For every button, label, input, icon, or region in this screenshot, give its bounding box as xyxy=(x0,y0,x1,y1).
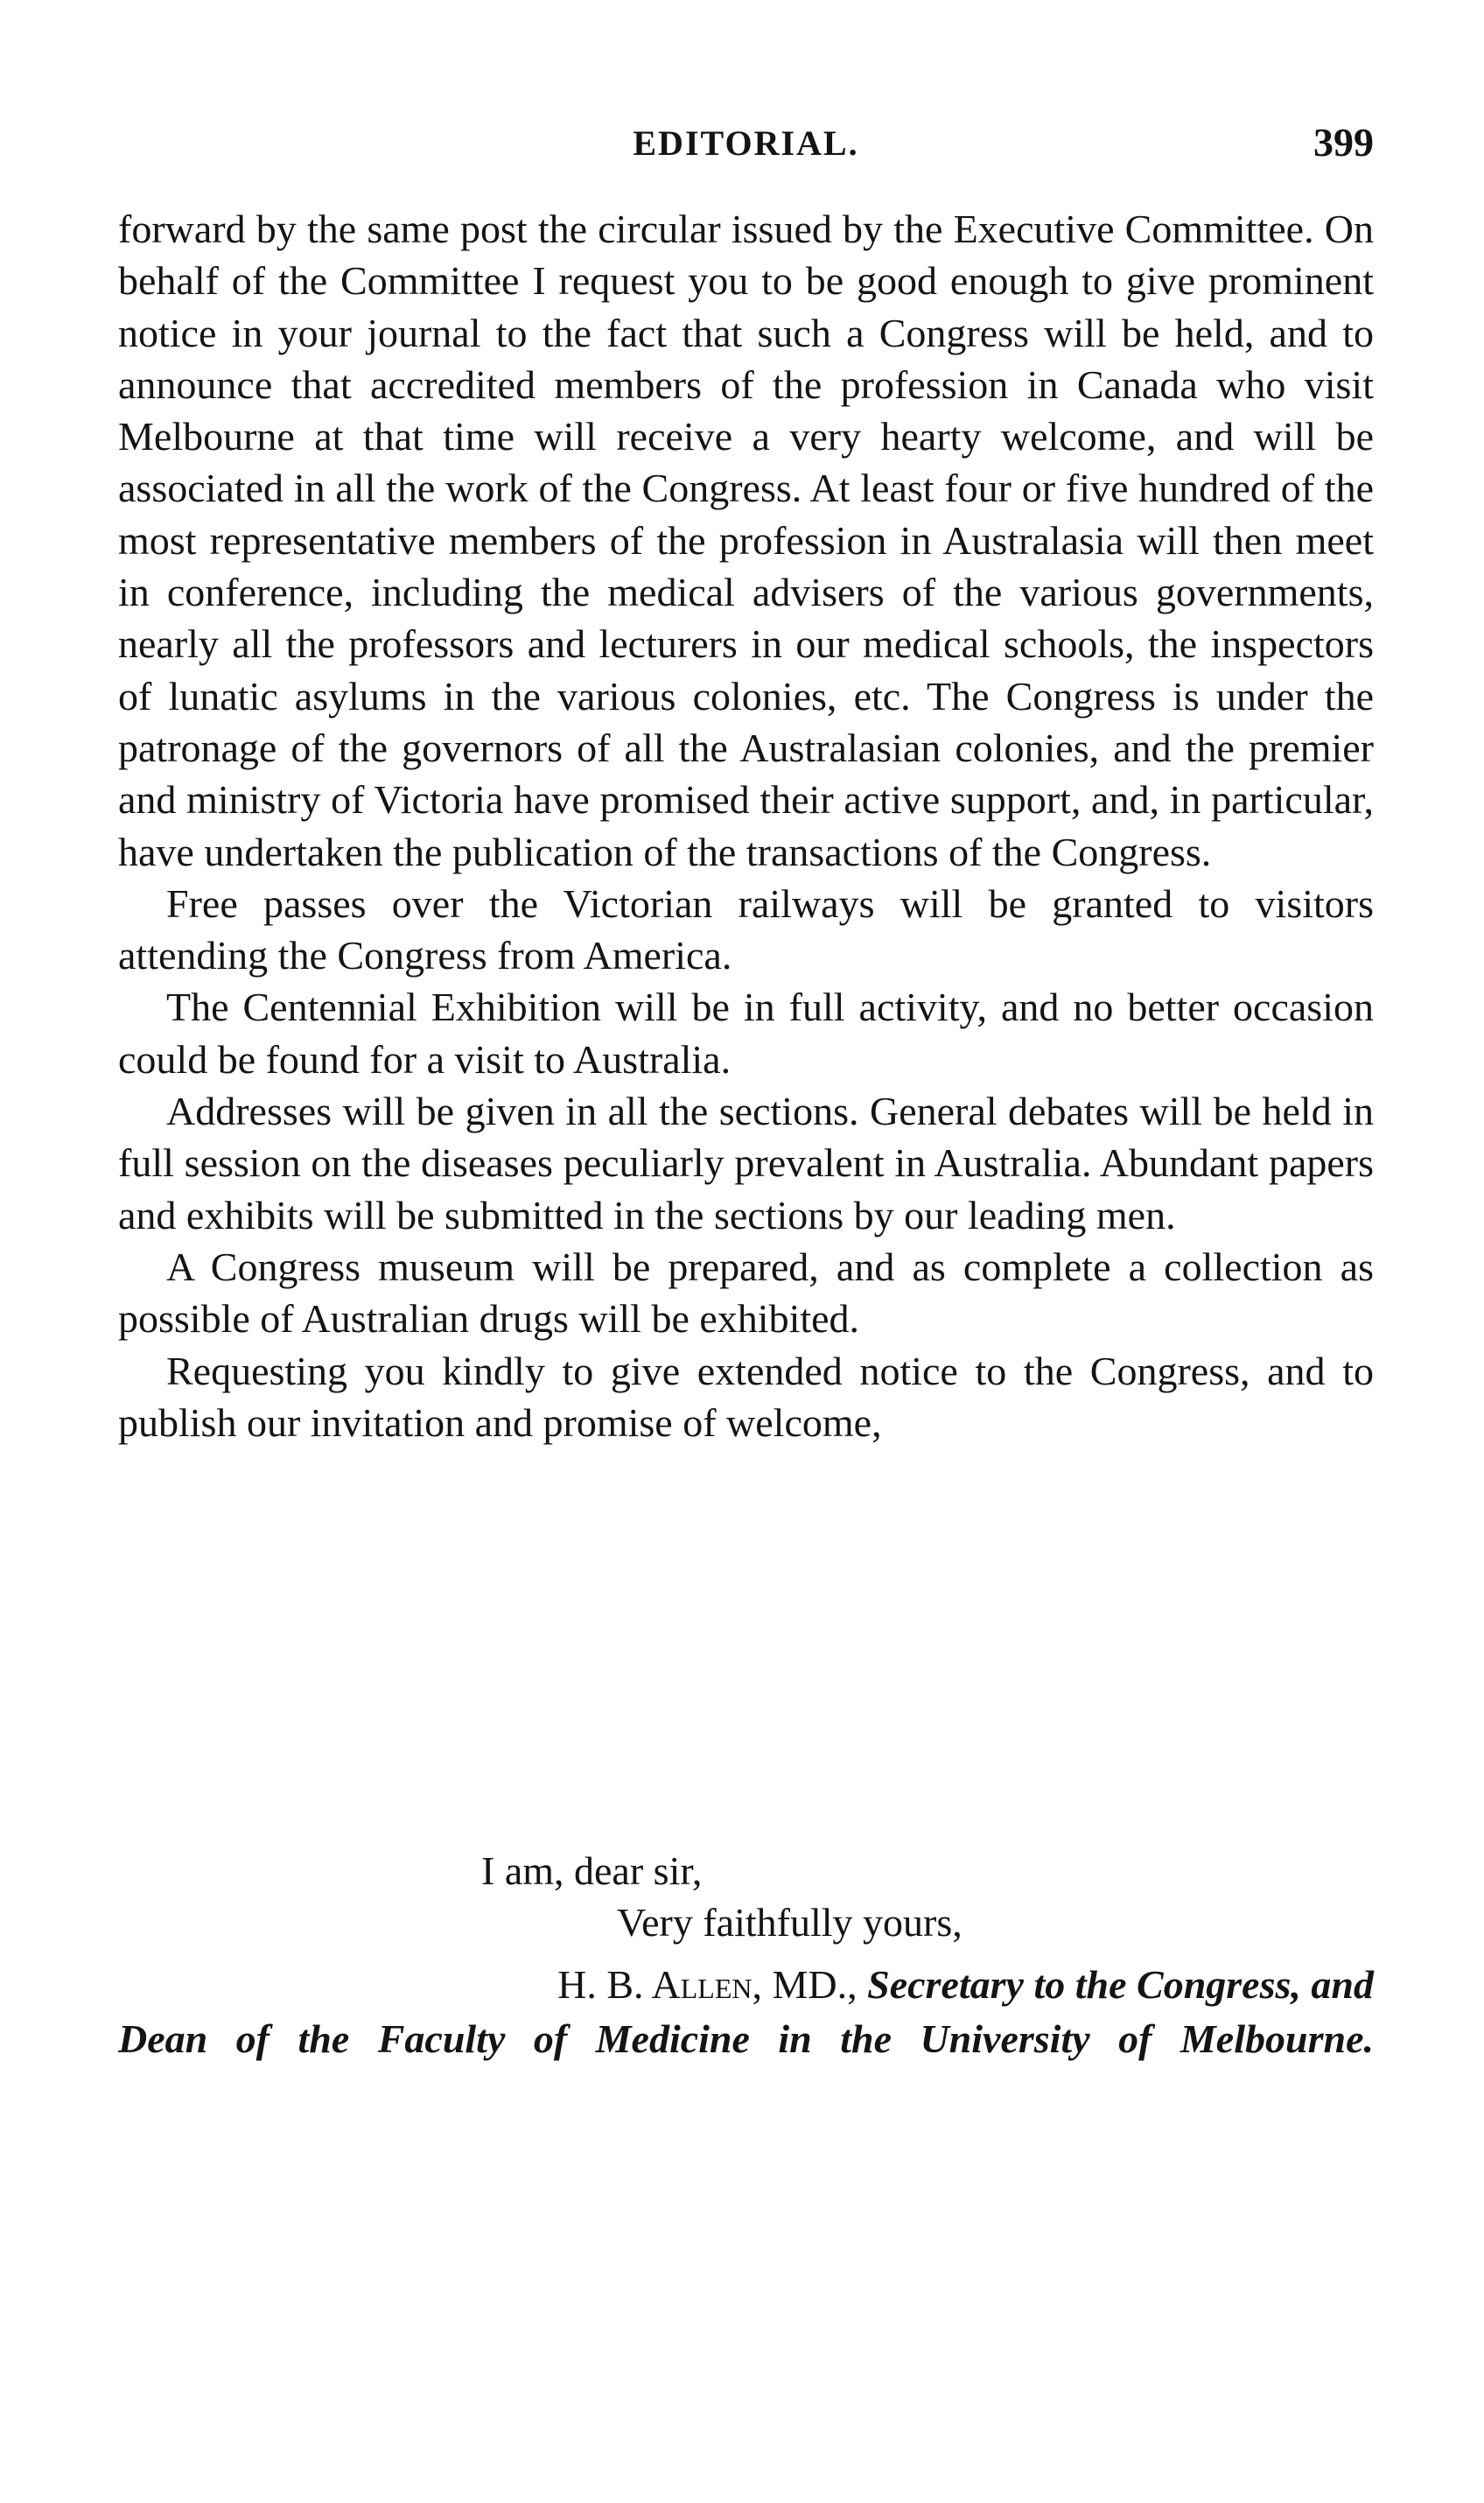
paragraph-museum: A Congress museum will be prepared, and as complete a collection as possible of Australian drugs will be exhibited. xyxy=(118,1244,1374,1342)
paragraph-continued: forward by the same post the circular issued by the Executive Committee. On behalf of the Committee I request you to be good enough to give prominent notice in your journal to the fact that such a Congress will be held, and to announce that accredited members of the profession in Canada who visit Melbourne at that time will receive a very hearty welcome, and will be associated in all the work of the Congress. At least four or five hundred of the most representative members of the profession in Australasia will then meet in conference, including the medical advisers of the various governments, nearly all the professors and lecturers in our medical schools, the inspectors of lunatic asylums in the various colonies, etc. The Congress is under the patronage of the governors of all the Australasian colonies, and the premier and ministry of Victoria have promised their active support, and, in particular, have undertaken the publication of the transactions of the Congress. xyxy=(118,207,1374,874)
paragraph-free-passes: Free passes over the Victorian railways will be granted to visitors attending the Congress from America. xyxy=(118,880,1374,978)
closing-valediction: Very faithfully yours, xyxy=(617,1900,962,1946)
signatory-name: H. B. Allen, MD., xyxy=(557,1962,858,2007)
running-title: EDITORIAL. xyxy=(633,123,859,163)
signatory-title-part-2: Dean of the Faculty of Medicine in the University of Melbourne. xyxy=(118,2016,1374,2061)
signatory-title-part-1: Secretary to the Congress, and xyxy=(867,1962,1374,2007)
closing-salutation: I am, dear sir, xyxy=(481,1848,703,1893)
paragraph-request: Requesting you kindly to give extended notice to the Congress, and to publish our invitation and promise of welcome, xyxy=(118,1348,1374,1445)
body-text xyxy=(118,203,1374,1448)
paragraph-addresses: Addresses will be given in all the sections. General debates will be held in full session on the diseases peculiarly prevalent in Australia. Abundant papers and exhibits will be submitted in the sections by our leading men. xyxy=(118,1089,1374,1237)
letter-closing xyxy=(118,1845,1374,1949)
signature-block xyxy=(118,1958,1374,2066)
paragraph-exhibition: The Centennial Exhibition will be in full activity, and no better occasion could be found for a visit to Australia. xyxy=(118,985,1374,1082)
page-number: 399 xyxy=(1313,120,1374,165)
running-head xyxy=(118,120,1374,184)
signature-line-1 xyxy=(118,1958,1374,2012)
